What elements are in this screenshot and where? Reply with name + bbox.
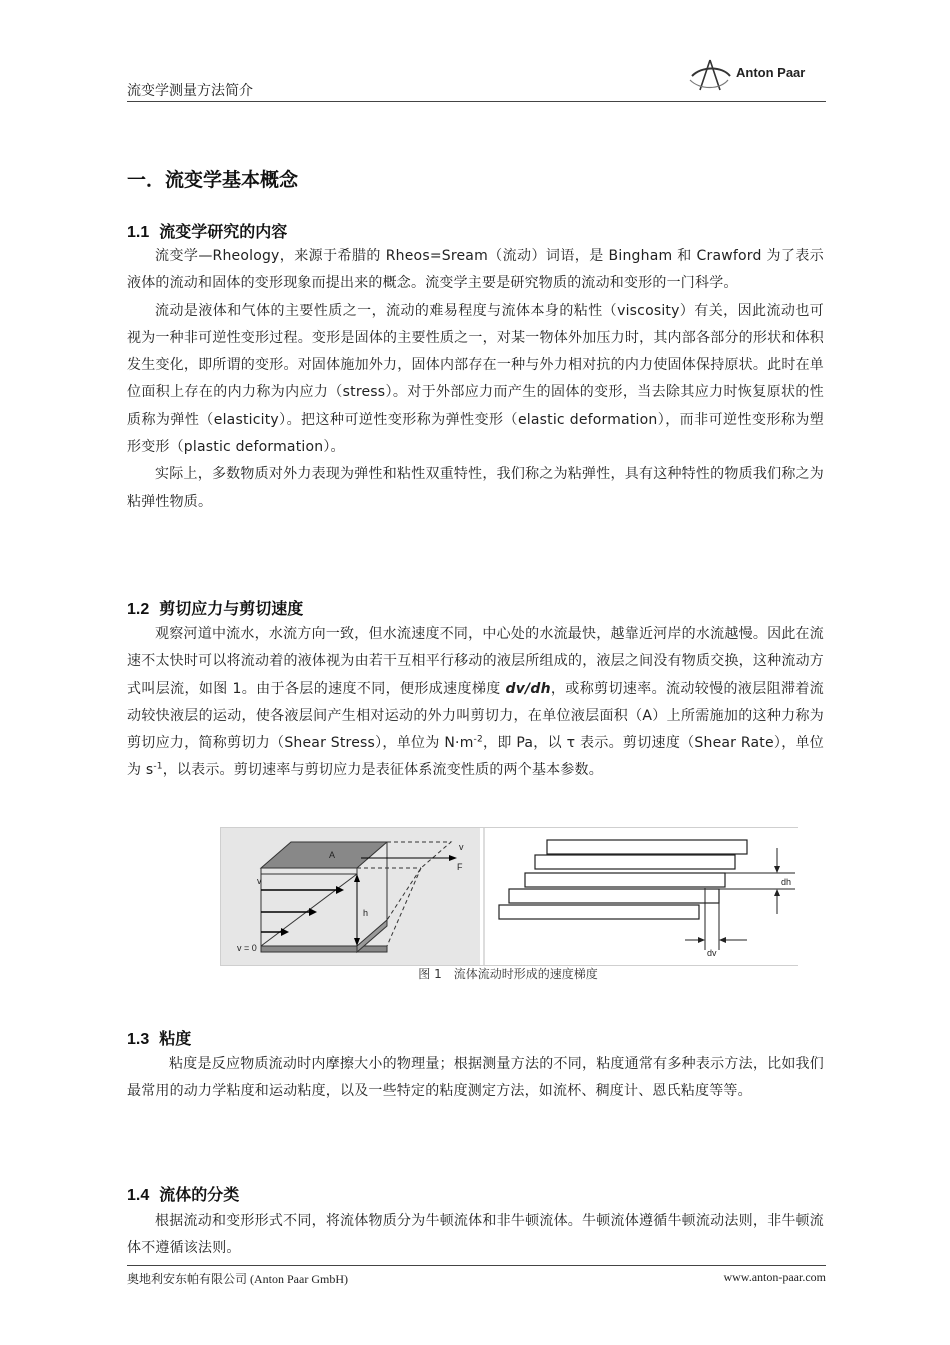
- fluid-layer: [499, 905, 699, 919]
- subsection-number: 1.3: [127, 1031, 150, 1048]
- figure-shear-block-diagram: [221, 828, 480, 965]
- subsection-number: 1.2: [127, 601, 150, 618]
- subsection-1-1-heading: [127, 219, 287, 242]
- logo-swirl-icon: [686, 56, 734, 96]
- paragraph: 流动是液体和气体的主要性质之一，流动的难易程度与流体本身的粘性（viscosity）有关，因此流动也可视为一种非可逆性变形过程。变形是固体的主要性质之一，对某一物体外加压力时，其内部各部分的形状和体积发生变化，即所谓的变形。对固体施加外力，固体内部存在一种与外力相对抗的内力使固体保持原状。此时在单位面积上存在的内力称为内应力（stress）。对于外部应力而产生的固体的变形，当去除其应力时恢复原状的性质称为弹性（elasticity）。把这种可逆性变形称为弹性变形（elastic deformation），而非可逆性变形称为塑形变形（plastic deformation）。: [127, 302, 824, 456]
- fluid-layer: [547, 840, 747, 854]
- label-dh: dh: [781, 877, 792, 887]
- subsection-1-2-body: [127, 621, 824, 785]
- subsection-1-1-body: [127, 243, 824, 516]
- top-plate: [261, 842, 387, 868]
- exponent: -1: [153, 761, 163, 772]
- text-run: ，或称剪切速率。流动较慢的液层阻滞着流动较快液层的运动，使各液层间产生相对运动的外力叫剪切力，在单位液层面积（A）上所需施加的这种力称为剪切应力，简称剪切力（Shear Stress），单位为 N·m: [127, 680, 824, 752]
- header-rule: [127, 101, 826, 102]
- figure-caption: 图 1 流体流动时形成的速度梯度: [418, 967, 598, 981]
- subsection-1-2-heading: [127, 596, 303, 619]
- subsection-title: 流变学研究的内容: [159, 222, 288, 241]
- bottom-plate: [261, 946, 387, 952]
- label-v-top: v: [459, 842, 464, 852]
- subsection-1-4-body: [127, 1208, 824, 1263]
- paragraph: 根据流动和变形形式不同，将流体物质分为牛顿流体和非牛顿流体。牛顿流体遵循牛顿流动法则，非牛顿流体不遵循该法则。: [127, 1213, 824, 1257]
- subsection-1-4-heading: [127, 1182, 239, 1205]
- subsection-title: 粘度: [159, 1029, 192, 1048]
- formula-dv-dh: dv/dh: [505, 680, 551, 697]
- label-A: A: [329, 850, 336, 860]
- subsection-1-3-body: [127, 1051, 824, 1106]
- footer-rule: [127, 1265, 826, 1266]
- text-run: ，即 Pa，以 τ 表示。剪切速度（Shear Rate），单位为 s: [127, 735, 824, 779]
- fluid-layer: [525, 873, 725, 887]
- footer-website: www.anton-paar.com: [723, 1270, 826, 1284]
- figure-velocity-gradient: [220, 827, 798, 966]
- header-title: 流变学测量方法简介: [127, 83, 253, 99]
- exponent: -2: [473, 734, 483, 745]
- label-dv: dv: [707, 948, 717, 958]
- fluid-layer: [509, 889, 719, 903]
- label-v-left: v: [257, 876, 262, 886]
- paragraph: 流变学—Rheology，来源于希腊的 Rheos=Sream（流动）词语，是 Bingham 和 Crawford 为了表示液体的流动和固体的变形现象而提出来的概念。流变学主要是研究物质的流动和变形的一门科学。: [127, 248, 824, 292]
- paragraph: 实际上，多数物质对外力表现为弹性和粘性双重特性，我们称之为粘弹性，具有这种特性的物质我们称之为粘弹性物质。: [127, 466, 824, 510]
- subsection-title: 流体的分类: [159, 1185, 240, 1204]
- subsection-number: 1.4: [127, 1187, 150, 1204]
- label-F: F: [457, 862, 463, 872]
- text-run: ，以表示。剪切速率与剪切应力是表征体系流变性质的两个基本参数。: [162, 762, 603, 779]
- label-h: h: [363, 908, 369, 918]
- fluid-layer: [535, 855, 735, 869]
- subsection-1-3-heading: [127, 1026, 191, 1049]
- subsection-number: 1.1: [127, 224, 150, 241]
- subsection-title: 剪切应力与剪切速度: [159, 599, 304, 618]
- paragraph: 粘度是反应物质流动时内摩擦大小的物理量；根据测量方法的不同，粘度通常有多种表示方法，比如我们最常用的动力学粘度和运动粘度，以及一些特定的粘度测定方法，如流杯、稠度计、恩氏粘度等等。: [127, 1056, 824, 1100]
- logo-text: Anton Paar: [736, 65, 806, 80]
- footer-company: 奥地利安东帕有限公司 (Anton Paar GmbH): [127, 1272, 348, 1286]
- anton-paar-logo: [686, 56, 826, 96]
- figure-layer-diagram: [483, 828, 799, 965]
- paragraph: [127, 621, 824, 785]
- section-title: 一．流变学基本概念: [127, 169, 299, 191]
- text-run: 观察河道中流水，水流方向一致，但水流速度不同，中心处的水流最快，越靠近河岸的水流越慢。因此在流速不太快时可以将流动着的液体视为由若干互相平行移动的液层所组成的，液层之间没有物质交换，这种流动方式叫层流，如图 1。由于各层的速度不同，便形成速度梯度: [127, 626, 824, 697]
- label-v-zero: v = 0: [237, 943, 257, 953]
